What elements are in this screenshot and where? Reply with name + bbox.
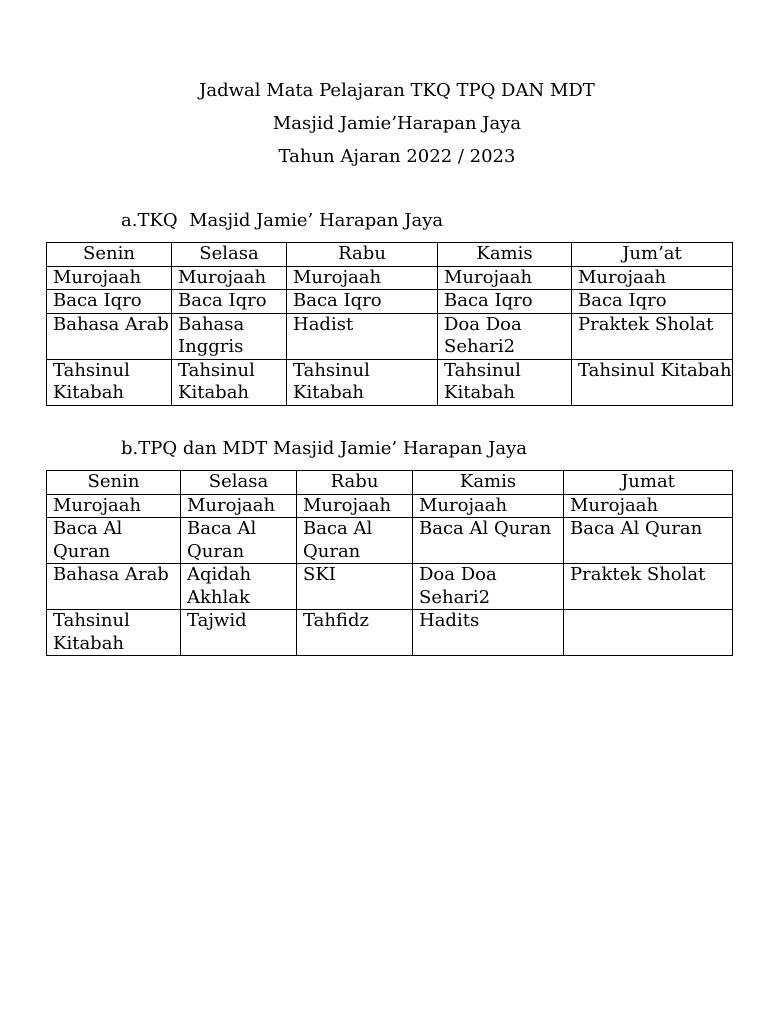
column-header: Kamis (413, 471, 564, 495)
table-cell: Doa Doa Sehari2 (438, 313, 572, 359)
table-cell: Tajwid (181, 610, 297, 656)
table-cell: Baca Al Quran (181, 518, 297, 564)
table-cell: Murojaah (287, 266, 438, 290)
table-row (47, 494, 733, 518)
table-cell: Bahasa Inggris (172, 313, 287, 359)
table-cell: Tahsinul Kitabah (47, 359, 172, 405)
table-cell: Tahsinul Kitabah (172, 359, 287, 405)
table-cell: Baca Al Quran (413, 518, 564, 564)
table-cell: Murojaah (181, 494, 297, 518)
column-header: Rabu (287, 243, 438, 267)
column-header: Kamis (438, 243, 572, 267)
table-cell: Aqidah Akhlak (181, 564, 297, 610)
table-cell: Murojaah (297, 494, 413, 518)
table-cell: Murojaah (47, 494, 181, 518)
column-header: Senin (47, 471, 181, 495)
table-header-row (47, 243, 733, 267)
table-cell: Baca Al Quran (47, 518, 181, 564)
table-row (47, 518, 733, 564)
table-cell: Murojaah (47, 266, 172, 290)
table-row (47, 290, 733, 314)
table-cell: Hadits (413, 610, 564, 656)
table-cell: Baca Iqro (572, 290, 733, 314)
table-cell: Praktek Sholat (564, 564, 733, 610)
table-row (47, 564, 733, 610)
table-cell: Murojaah (564, 494, 733, 518)
table-cell: Baca Al Quran (297, 518, 413, 564)
table-cell: Baca Iqro (47, 290, 172, 314)
table-cell: Murojaah (413, 494, 564, 518)
table-cell: SKI (297, 564, 413, 610)
table-cell (564, 610, 733, 656)
table-cell: Bahasa Arab (47, 313, 172, 359)
table-cell: Tahsinul Kitabah (438, 359, 572, 405)
document-title: Jadwal Mata Pelajaran TKQ TPQ DAN MDT (199, 80, 595, 101)
table-cell: Baca Al Quran (564, 518, 733, 564)
table-header-row (47, 471, 733, 495)
table-cell: Baca Iqro (287, 290, 438, 314)
table-cell: Praktek Sholat (572, 313, 733, 359)
column-header: Jum’at (572, 243, 733, 267)
table-cell: Tahsinul Kitabah (47, 610, 181, 656)
table-cell: Murojaah (172, 266, 287, 290)
table-cell: Murojaah (438, 266, 572, 290)
document-subtitle-year: Tahun Ajaran 2022 / 2023 (278, 146, 516, 167)
tkq-schedule-table (46, 242, 733, 406)
column-header: Selasa (181, 471, 297, 495)
table-cell: Baca Iqro (438, 290, 572, 314)
column-header: Senin (47, 243, 172, 267)
column-header: Jumat (564, 471, 733, 495)
column-header: Selasa (172, 243, 287, 267)
table-row (47, 313, 733, 359)
table-cell: Tahfidz (297, 610, 413, 656)
tpq-mdt-schedule-table (46, 470, 733, 656)
table-cell: Tahsinul Kitabah (287, 359, 438, 405)
table-cell: Bahasa Arab (47, 564, 181, 610)
section-b-title: b.TPQ dan MDT Masjid Jamie’ Harapan Jaya (121, 438, 528, 459)
table-cell: Murojaah (572, 266, 733, 290)
table-row (47, 610, 733, 656)
table-row (47, 266, 733, 290)
column-header: Rabu (297, 471, 413, 495)
table-cell: Baca Iqro (172, 290, 287, 314)
table-cell: Tahsinul Kitabah (572, 359, 733, 405)
table-cell: Doa Doa Sehari2 (413, 564, 564, 610)
table-row (47, 359, 733, 405)
section-a-title: a.TKQ Masjid Jamie’ Harapan Jaya (121, 210, 444, 231)
document-subtitle-mosque: Masjid Jamie’Harapan Jaya (272, 113, 522, 134)
table-cell: Hadist (287, 313, 438, 359)
